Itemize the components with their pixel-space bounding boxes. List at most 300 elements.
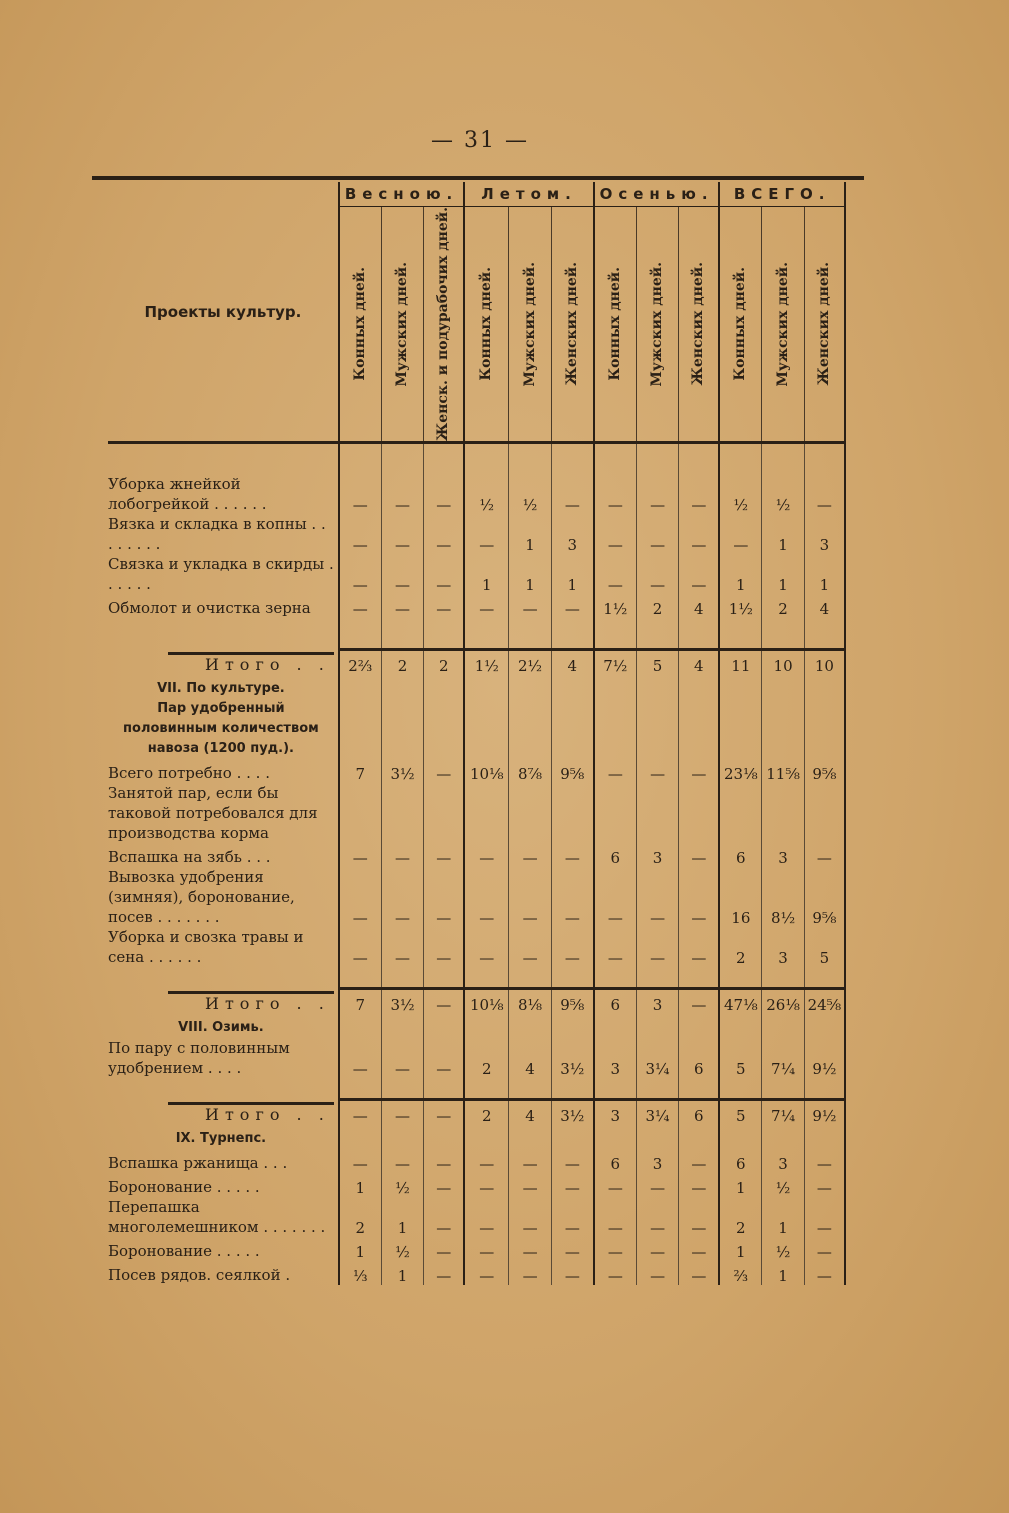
- table-cell: [381, 783, 424, 843]
- total-label: Итого . .: [205, 655, 330, 675]
- row-label: [108, 843, 339, 867]
- table-cell: —: [381, 1149, 424, 1173]
- table-cell: —: [464, 1261, 509, 1285]
- table-cell: 1: [509, 514, 552, 554]
- table-cell: ½: [762, 1237, 805, 1261]
- table-cell: 3: [636, 843, 679, 867]
- table-cell: 2: [381, 650, 424, 676]
- table-cell: —: [636, 867, 679, 927]
- row-label-text: Перепашка многолемешником . . . . . . .: [108, 1198, 326, 1237]
- table-cell: 10: [804, 650, 845, 676]
- table-cell: —: [551, 843, 594, 867]
- table-cell: —: [424, 1149, 464, 1173]
- table-cell: —: [381, 1038, 424, 1078]
- table-cell: 7½: [594, 650, 637, 676]
- table-row: [108, 1149, 845, 1173]
- table-cell: 1½: [464, 650, 509, 676]
- table-cell: —: [339, 594, 382, 618]
- row-label: [108, 594, 339, 618]
- table-cell: —: [551, 474, 594, 514]
- table-cell: —: [424, 1197, 464, 1237]
- table-cell: —: [594, 759, 637, 783]
- table-cell: 9⅝: [551, 759, 594, 783]
- table-cell: —: [424, 1261, 464, 1285]
- table-cell: [679, 783, 720, 843]
- table-cell: —: [551, 867, 594, 927]
- table-cell: 2: [719, 927, 762, 967]
- section-heading: [108, 1014, 845, 1038]
- table-cell: —: [636, 1197, 679, 1237]
- table-cell: 10⅛: [464, 759, 509, 783]
- table-cell: 1: [762, 1261, 805, 1285]
- table-cell: —: [551, 1149, 594, 1173]
- row-label: [108, 650, 339, 676]
- table-cell: —: [424, 759, 464, 783]
- total-row: [108, 1100, 845, 1126]
- season-total: ВСЕГО.: [719, 182, 845, 207]
- table-row: [108, 759, 845, 783]
- table-cell: 8⅛: [509, 989, 552, 1015]
- table-cell: —: [381, 594, 424, 618]
- table-cell: 1½: [594, 594, 637, 618]
- row-label: [108, 1038, 339, 1078]
- table-cell: —: [424, 1100, 464, 1126]
- season-spring: Весною.: [339, 182, 464, 207]
- row-label-text: Вспашка на зябь . . .: [108, 848, 271, 867]
- row-label-text: Всего потребно . . . .: [108, 764, 270, 783]
- table-cell: 8½: [762, 867, 805, 927]
- table-cell: —: [679, 554, 720, 594]
- labor-table: [108, 182, 846, 1285]
- table-cell: —: [464, 594, 509, 618]
- table-cell: 3: [762, 1149, 805, 1173]
- column-header-label: Женск. и подурабочих дней.: [435, 207, 452, 442]
- table-cell: 23⅛: [719, 759, 762, 783]
- table-cell: 6: [594, 989, 637, 1015]
- table-cell: 3: [762, 843, 805, 867]
- column-header: [762, 207, 805, 443]
- table-cell: 11⅝: [762, 759, 805, 783]
- table-cell: —: [424, 554, 464, 594]
- table-cell: 9⅝: [804, 867, 845, 927]
- season-summer: Летом.: [464, 182, 594, 207]
- table-cell: —: [381, 514, 424, 554]
- column-header-label: Женских дней.: [690, 262, 707, 386]
- table-cell: —: [424, 1038, 464, 1078]
- table-cell: —: [464, 514, 509, 554]
- table-cell: 2: [719, 1197, 762, 1237]
- table-row: [108, 1038, 845, 1078]
- row-label: [108, 989, 339, 1015]
- column-header: [339, 207, 382, 443]
- table-cell: 2½: [509, 650, 552, 676]
- column-header: [679, 207, 720, 443]
- table-cell: 9½: [804, 1100, 845, 1126]
- row-label-text: Боронование . . . . .: [108, 1242, 260, 1261]
- table-cell: 11: [719, 650, 762, 676]
- column-header: [509, 207, 552, 443]
- table-cell: 7¼: [762, 1038, 805, 1078]
- table-cell: 2⅔: [339, 650, 382, 676]
- column-header-label: Женских дней.: [815, 262, 832, 386]
- table-cell: —: [636, 554, 679, 594]
- table-cell: —: [424, 843, 464, 867]
- table-row: [108, 783, 845, 843]
- season-autumn: Осенью.: [594, 182, 720, 207]
- table-cell: —: [679, 843, 720, 867]
- table-cell: —: [424, 1173, 464, 1197]
- table-cell: 16: [719, 867, 762, 927]
- row-label: [108, 554, 339, 594]
- table-cell: —: [636, 927, 679, 967]
- table-cell: —: [679, 1173, 720, 1197]
- total-row: [108, 650, 845, 676]
- column-header-label: Конных дней.: [351, 267, 368, 381]
- table-cell: —: [679, 867, 720, 927]
- row-label: [108, 1149, 339, 1173]
- table-cell: [509, 783, 552, 843]
- table-cell: —: [509, 1173, 552, 1197]
- row-label: [108, 1173, 339, 1197]
- table-row: [108, 1173, 845, 1197]
- table-cell: 3¼: [636, 1100, 679, 1126]
- table-cell: —: [339, 1038, 382, 1078]
- table-cell: 24⅝: [804, 989, 845, 1015]
- table-row: [108, 843, 845, 867]
- table-cell: —: [509, 1261, 552, 1285]
- column-header-label: Женских дней.: [563, 262, 580, 386]
- table-cell: —: [339, 843, 382, 867]
- table-cell: 5: [719, 1038, 762, 1078]
- section-subheading-text: Пар удобренный половинным количеством навоза (1200 пуд.).: [123, 701, 319, 757]
- table-cell: —: [509, 867, 552, 927]
- table-cell: 6: [679, 1100, 720, 1126]
- table-cell: —: [804, 1149, 845, 1173]
- row-label: [108, 1261, 339, 1285]
- table-cell: —: [551, 1237, 594, 1261]
- row-label: [108, 783, 339, 843]
- table-cell: —: [424, 867, 464, 927]
- table-cell: 5: [804, 927, 845, 967]
- section-heading-text: IX. Турнепс.: [175, 1131, 267, 1147]
- table-cell: 1: [804, 554, 845, 594]
- row-label-text: Уборка жнейкой лобогрейкой . . . . . .: [108, 475, 267, 514]
- table-cell: —: [636, 1261, 679, 1285]
- table-cell: —: [381, 843, 424, 867]
- column-header: [464, 207, 509, 443]
- table-cell: —: [551, 1197, 594, 1237]
- table-cell: —: [594, 474, 637, 514]
- row-label-text: Занятой пар, если бы таковой потребовался для производства корма: [108, 784, 318, 843]
- table-cell: 1: [339, 1173, 382, 1197]
- table-cell: —: [339, 1149, 382, 1173]
- table-cell: 3: [551, 514, 594, 554]
- table-cell: —: [509, 594, 552, 618]
- table-cell: —: [679, 1237, 720, 1261]
- table-cell: —: [594, 867, 637, 927]
- table-cell: 2: [762, 594, 805, 618]
- table-cell: —: [509, 1197, 552, 1237]
- table-row: [108, 1261, 845, 1285]
- row-label: [108, 927, 339, 967]
- table-cell: 3½: [551, 1038, 594, 1078]
- row-label: [108, 514, 339, 554]
- column-header-label: Конных дней.: [732, 267, 749, 381]
- table-cell: 4: [509, 1038, 552, 1078]
- table-cell: [636, 783, 679, 843]
- table-cell: [762, 783, 805, 843]
- table-cell: 7: [339, 989, 382, 1015]
- table-cell: —: [424, 927, 464, 967]
- table-title: Проекты культур.: [108, 182, 339, 443]
- spacer-row: [108, 1078, 845, 1100]
- table-cell: 1: [381, 1261, 424, 1285]
- table-cell: 1: [762, 514, 805, 554]
- table-cell: —: [381, 1100, 424, 1126]
- column-header: [636, 207, 679, 443]
- column-header-label: Мужских дней.: [649, 261, 666, 387]
- table-cell: 9⅝: [551, 989, 594, 1015]
- table-cell: —: [464, 1149, 509, 1173]
- table-cell: [424, 783, 464, 843]
- table-cell: —: [509, 927, 552, 967]
- row-label: [108, 1237, 339, 1261]
- table-cell: 3: [636, 989, 679, 1015]
- table-cell: 1: [762, 554, 805, 594]
- table-cell: —: [804, 1237, 845, 1261]
- table-cell: 1: [719, 554, 762, 594]
- table-cell: 5: [636, 650, 679, 676]
- table-cell: —: [339, 927, 382, 967]
- row-label-text: Посев рядов. сеялкой .: [108, 1266, 291, 1285]
- table-cell: [551, 783, 594, 843]
- table-cell: 9⅝: [804, 759, 845, 783]
- table-cell: 7: [339, 759, 382, 783]
- table-cell: 1: [339, 1237, 382, 1261]
- row-label-text: Уборка и свозка травы и сена . . . . . .: [108, 928, 304, 967]
- table-cell: —: [679, 1261, 720, 1285]
- page-number: — 31 —: [431, 128, 529, 153]
- table-cell: —: [424, 1237, 464, 1261]
- table-cell: —: [719, 514, 762, 554]
- table-cell: ½: [762, 1173, 805, 1197]
- total-label: Итого . .: [205, 1105, 330, 1125]
- table-cell: 1: [719, 1237, 762, 1261]
- row-label-text: По пару с половинным удобрением . . . .: [108, 1039, 290, 1078]
- table-cell: 1: [464, 554, 509, 594]
- table-cell: —: [551, 594, 594, 618]
- table-cell: 2: [464, 1100, 509, 1126]
- table-cell: 6: [679, 1038, 720, 1078]
- table-cell: [464, 783, 509, 843]
- table-cell: 7¼: [762, 1100, 805, 1126]
- row-label-text: Связка и укладка в скирды . . . . . .: [108, 555, 334, 594]
- table-cell: —: [636, 474, 679, 514]
- table-cell: 10: [762, 650, 805, 676]
- table-row: [108, 514, 845, 554]
- column-header: [719, 207, 762, 443]
- table-cell: —: [424, 989, 464, 1015]
- row-label-text: Обмолот и очистка зерна: [108, 599, 311, 618]
- table-cell: 5: [719, 1100, 762, 1126]
- table-cell: —: [804, 1173, 845, 1197]
- table-cell: 4: [804, 594, 845, 618]
- row-label-text: Вспашка ржанища . . .: [108, 1154, 288, 1173]
- table-cell: ½: [381, 1237, 424, 1261]
- table-cell: [339, 783, 382, 843]
- table-cell: —: [804, 474, 845, 514]
- table-cell: —: [464, 843, 509, 867]
- table-cell: 6: [719, 843, 762, 867]
- table-cell: [719, 783, 762, 843]
- table-cell: —: [594, 927, 637, 967]
- table-cell: 1½: [719, 594, 762, 618]
- table-cell: 2: [339, 1197, 382, 1237]
- table-cell: 1: [551, 554, 594, 594]
- table-row: [108, 554, 845, 594]
- table-cell: —: [804, 1197, 845, 1237]
- table-cell: 3½: [551, 1100, 594, 1126]
- table-cell: —: [804, 843, 845, 867]
- table-cell: —: [636, 1237, 679, 1261]
- table-row: [108, 1197, 845, 1237]
- table-cell: —: [339, 554, 382, 594]
- table-cell: —: [636, 1173, 679, 1197]
- column-header-label: Конных дней.: [478, 267, 495, 381]
- column-header: [381, 207, 424, 443]
- table-cell: 26⅛: [762, 989, 805, 1015]
- table-cell: 9½: [804, 1038, 845, 1078]
- table-cell: —: [509, 843, 552, 867]
- section-subheading: [108, 699, 845, 759]
- table-cell: —: [679, 514, 720, 554]
- table-cell: 3: [804, 514, 845, 554]
- row-label-text: Вязка и складка в копны . . . . . . . .: [108, 515, 326, 554]
- table-row: [108, 474, 845, 514]
- table-cell: 6: [594, 1149, 637, 1173]
- table-cell: —: [339, 514, 382, 554]
- table-cell: —: [594, 514, 637, 554]
- row-label: [108, 1100, 339, 1126]
- table-cell: 6: [719, 1149, 762, 1173]
- total-row: [108, 989, 845, 1015]
- table-cell: 2: [464, 1038, 509, 1078]
- table-cell: 3: [594, 1038, 637, 1078]
- table-cell: ½: [464, 474, 509, 514]
- table-cell: —: [551, 1261, 594, 1285]
- spacer-row: [108, 443, 845, 475]
- column-header: [594, 207, 637, 443]
- column-header: [424, 207, 464, 443]
- table-cell: —: [679, 927, 720, 967]
- spacer-row: [108, 618, 845, 650]
- table-cell: [804, 783, 845, 843]
- table-cell: —: [509, 1237, 552, 1261]
- table-cell: —: [509, 1149, 552, 1173]
- table-cell: —: [594, 1261, 637, 1285]
- table-cell: —: [636, 759, 679, 783]
- table-cell: —: [594, 1237, 637, 1261]
- table-cell: 2: [424, 650, 464, 676]
- table-cell: 4: [679, 594, 720, 618]
- table-cell: ½: [509, 474, 552, 514]
- table-cell: ½: [381, 1173, 424, 1197]
- table-cell: —: [551, 1173, 594, 1197]
- table-cell: —: [424, 474, 464, 514]
- table-row: [108, 1237, 845, 1261]
- table-cell: 10⅛: [464, 989, 509, 1015]
- spacer-row: [108, 967, 845, 989]
- column-header-label: Мужских дней.: [394, 261, 411, 387]
- table-cell: —: [339, 1100, 382, 1126]
- table-cell: ½: [719, 474, 762, 514]
- table-cell: 1: [381, 1197, 424, 1237]
- table-row: [108, 927, 845, 967]
- table-cell: 4: [551, 650, 594, 676]
- table-cell: —: [381, 867, 424, 927]
- table-cell: 3¼: [636, 1038, 679, 1078]
- table-cell: 8⅞: [509, 759, 552, 783]
- table-cell: —: [594, 1197, 637, 1237]
- table-cell: —: [679, 474, 720, 514]
- total-label: Итого . .: [205, 994, 330, 1014]
- column-header-label: Мужских дней.: [521, 261, 538, 387]
- table-cell: —: [464, 927, 509, 967]
- table-cell: —: [636, 514, 679, 554]
- table-cell: 2: [636, 594, 679, 618]
- section-heading-text: VIII. Озимь.: [178, 1020, 264, 1036]
- section-heading: [108, 675, 845, 699]
- table-cell: —: [464, 867, 509, 927]
- table-cell: —: [464, 1197, 509, 1237]
- table-cell: 1: [719, 1173, 762, 1197]
- table-cell: —: [679, 1197, 720, 1237]
- top-rule: [92, 176, 864, 180]
- table-cell: 4: [679, 650, 720, 676]
- table-cell: —: [594, 554, 637, 594]
- row-label-text: Боронование . . . . .: [108, 1178, 260, 1197]
- table-cell: 1: [762, 1197, 805, 1237]
- section-heading: [108, 1125, 845, 1149]
- table-cell: 47⅛: [719, 989, 762, 1015]
- table-cell: —: [381, 554, 424, 594]
- section-heading-text: VII. По культуре.: [157, 681, 285, 697]
- table-cell: —: [339, 867, 382, 927]
- table-cell: —: [424, 594, 464, 618]
- row-label-text: Вывозка удобрения (зимняя), боронование, посев . . . . . . .: [108, 868, 295, 927]
- table-cell: ½: [762, 474, 805, 514]
- table-cell: —: [464, 1173, 509, 1197]
- table-cell: 3½: [381, 989, 424, 1015]
- table-cell: —: [424, 514, 464, 554]
- table-cell: 3½: [381, 759, 424, 783]
- table-row: [108, 867, 845, 927]
- table-cell: ⅔: [719, 1261, 762, 1285]
- table-cell: —: [679, 759, 720, 783]
- column-header-label: Конных дней.: [606, 267, 623, 381]
- table-cell: —: [679, 1149, 720, 1173]
- table-cell: ⅓: [339, 1261, 382, 1285]
- table-cell: —: [464, 1237, 509, 1261]
- table-cell: —: [381, 927, 424, 967]
- table-cell: [594, 783, 637, 843]
- table-cell: —: [551, 927, 594, 967]
- table-cell: —: [339, 474, 382, 514]
- table-cell: 1: [509, 554, 552, 594]
- row-label: [108, 474, 339, 514]
- column-header: [804, 207, 845, 443]
- row-label: [108, 1197, 339, 1237]
